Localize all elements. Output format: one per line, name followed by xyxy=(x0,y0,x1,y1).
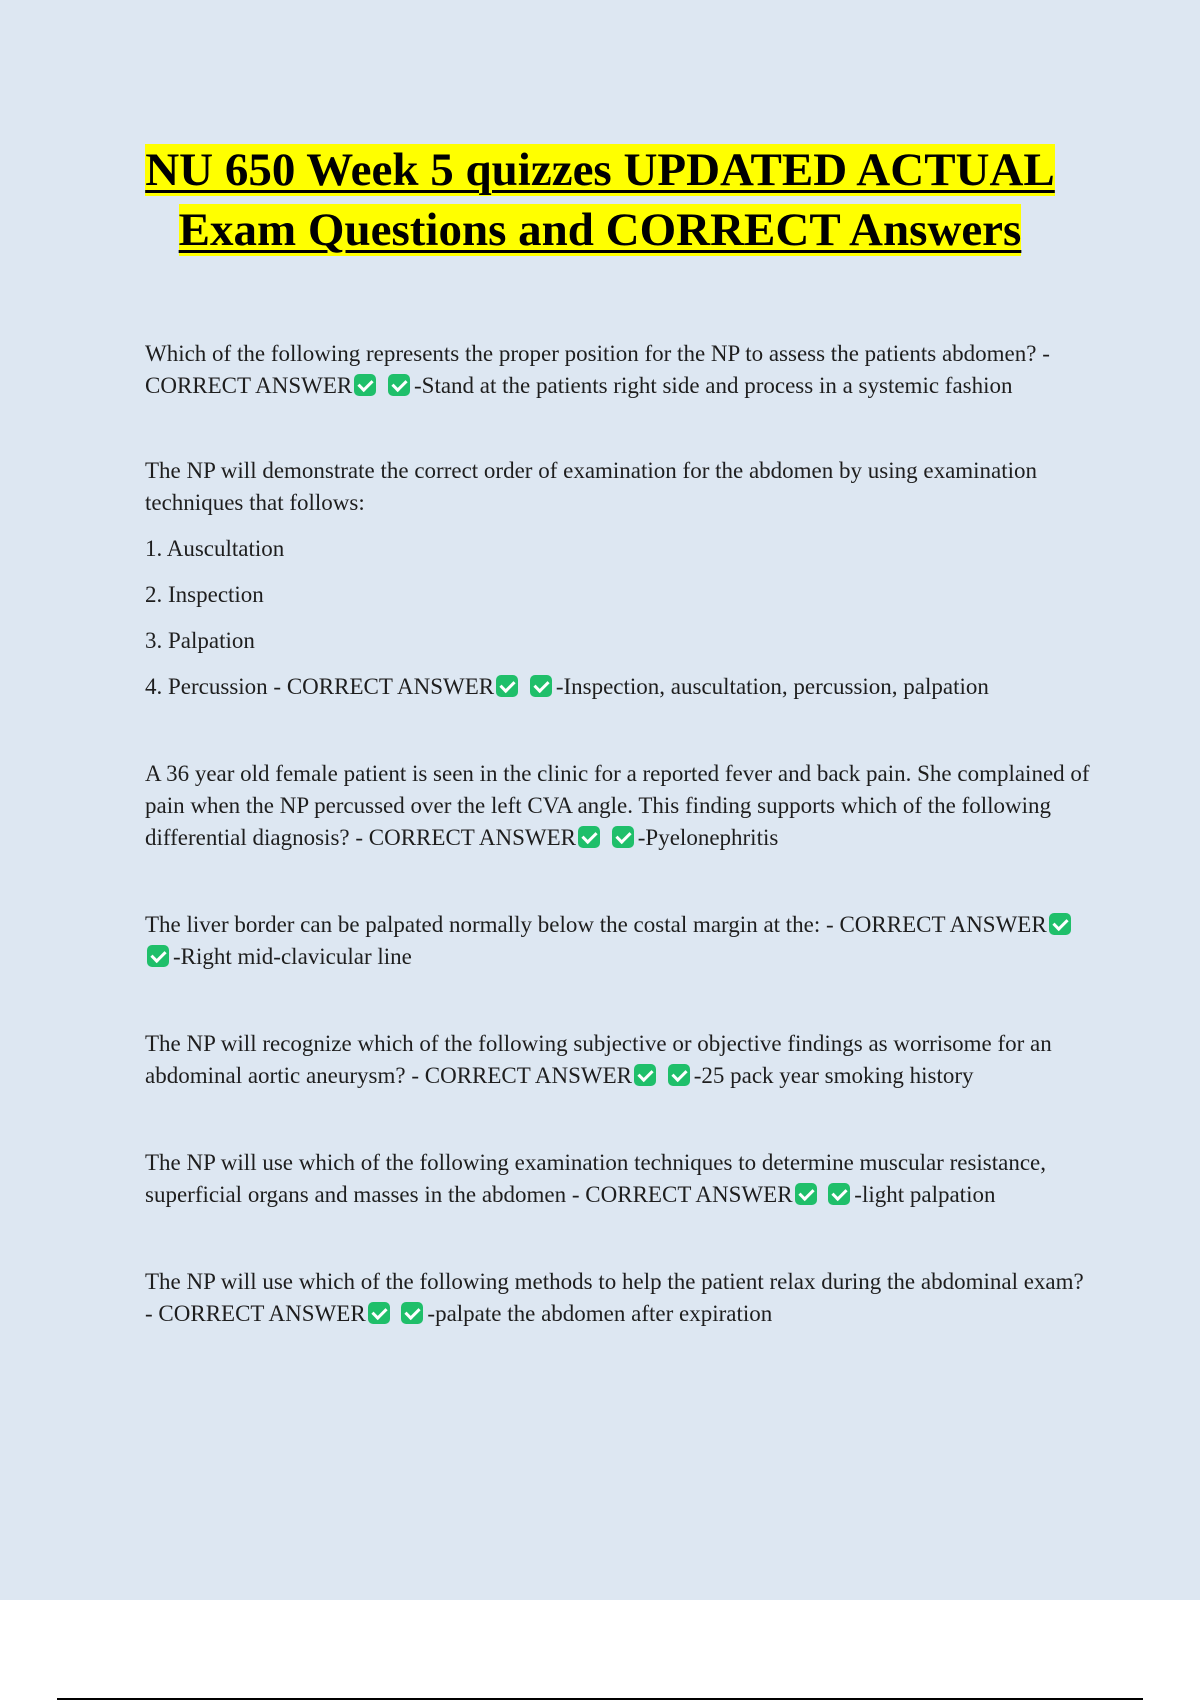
option-item: 3. Palpation xyxy=(145,628,255,653)
qa-item xyxy=(145,1147,1090,1211)
answer-text: -Stand at the patients right side and process in a systemic fashion xyxy=(414,373,1013,398)
answer-label: - CORRECT ANSWER xyxy=(571,1182,793,1207)
answer-label: - CORRECT ANSWER xyxy=(355,825,577,850)
answer-text: -25 pack year smoking history xyxy=(693,1063,974,1088)
option-item: 1. Auscultation xyxy=(145,536,285,561)
question-text: The liver border can be palpated normally below the costal margin at the: xyxy=(145,912,821,937)
answer-text: -Inspection, auscultation, percussion, palpation xyxy=(555,674,989,699)
answer-label: - CORRECT ANSWER xyxy=(411,1063,632,1088)
green-checkmark-icon xyxy=(147,945,169,967)
answer-text: -palpate the abdomen after expiration xyxy=(427,1301,773,1326)
document-title-text: NU 650 Week 5 quizzes UPDATED ACTUAL Exam Questions and CORRECT Answers xyxy=(145,144,1055,256)
answer-label: - CORRECT ANSWER xyxy=(145,341,1050,398)
green-checkmark-icon xyxy=(828,1183,850,1205)
qa-item xyxy=(145,455,1090,703)
question-text: Which of the following represents the proper position for the NP to assess the patients abdomen? xyxy=(145,341,1037,366)
option-item: 2. Inspection xyxy=(145,582,264,607)
answer-text: -light palpation xyxy=(854,1182,996,1207)
qa-item xyxy=(145,909,1090,973)
answer-label: - CORRECT ANSWER xyxy=(826,912,1047,937)
green-checkmark-icon xyxy=(668,1064,690,1086)
green-checkmark-icon xyxy=(401,1302,423,1324)
qa-text xyxy=(145,909,1090,973)
option-text: 4. Percussion xyxy=(145,674,268,699)
qa-text xyxy=(145,1028,1090,1092)
qa-text xyxy=(145,1147,1090,1211)
answer-text: -Right mid-clavicular line xyxy=(173,944,412,969)
question-text: The NP will demonstrate the correct order of examination for the abdomen by using examination techniques that follows: xyxy=(145,458,1038,515)
green-checkmark-icon xyxy=(530,675,552,697)
qa-item xyxy=(145,758,1090,854)
question-text: The NP will use which of the following examination techniques to determine muscular resistance, superficial organs and masses in the abdomen xyxy=(145,1150,1047,1207)
qa-item xyxy=(145,1266,1090,1330)
green-checkmark-icon xyxy=(354,374,376,396)
option-item-with-answer xyxy=(145,671,1090,703)
qa-text xyxy=(145,338,1090,402)
qa-item xyxy=(145,1028,1090,1092)
green-checkmark-icon xyxy=(1049,913,1071,935)
green-checkmark-icon xyxy=(612,826,634,848)
green-checkmark-icon xyxy=(496,675,518,697)
question-text: The NP will use which of the following methods to help the patient relax during the abdominal exam? xyxy=(145,1269,1084,1294)
qa-list xyxy=(145,338,1090,1330)
answer-text: -Pyelonephritis xyxy=(637,825,779,850)
qa-text xyxy=(145,758,1090,854)
question-text: A 36 year old female patient is seen in the clinic for a reported fever and back pain. She complained of pain when the NP percussed over the left CVA angle. This finding supports which of the following differential diagnosis? xyxy=(145,761,1090,850)
answer-label: - CORRECT ANSWER xyxy=(145,1301,366,1326)
green-checkmark-icon xyxy=(795,1183,817,1205)
question-text: The NP will recognize which of the following subjective or objective findings as worrisome for an abdominal aortic aneurysm? xyxy=(145,1031,1052,1088)
answer-label: - CORRECT ANSWER xyxy=(273,674,495,699)
green-checkmark-icon xyxy=(578,826,600,848)
green-checkmark-icon xyxy=(368,1302,390,1324)
green-checkmark-icon xyxy=(634,1064,656,1086)
qa-text xyxy=(145,1266,1090,1330)
qa-item xyxy=(145,338,1090,402)
green-checkmark-icon xyxy=(388,374,410,396)
document-title xyxy=(100,140,1100,260)
